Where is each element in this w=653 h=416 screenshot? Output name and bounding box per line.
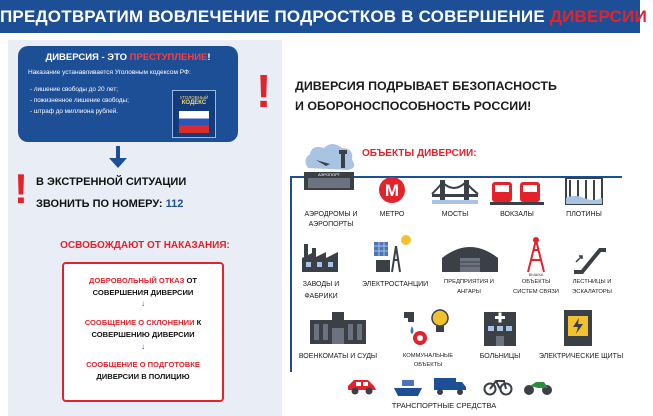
airport-icon: [298, 140, 360, 198]
law-title: [28, 52, 228, 63]
airport-sign: АЭРОПОРТ: [317, 172, 341, 177]
metro-icon: [378, 176, 406, 204]
label-stairs-l1: ЛЕСТНИЦЫ И: [572, 279, 612, 285]
label-panels: ЭЛЕКТРИЧЕСКИЕ ЩИТЫ: [538, 353, 624, 360]
header-title-accent: ДИВЕРСИИ: [549, 7, 647, 26]
main-title-line2: И ОБОРОНОСПОСОБНОСТЬ РОССИИ!: [295, 99, 532, 113]
label-utility-l1: КОММУНАЛЬНЫЕ: [402, 353, 454, 359]
label-stairs-l2: ЭСКАЛАТОРЫ: [572, 289, 612, 295]
law-title-accent: ПРЕСТУПЛЕНИЕ: [129, 52, 208, 63]
header-title-end: !: [647, 7, 653, 26]
main-title: [295, 76, 625, 116]
label-enterprises-l2: АНГАРЫ: [457, 289, 481, 295]
book-line2: КОДЕКС: [181, 100, 207, 106]
exclamation-icon: !: [256, 65, 272, 117]
metro-letter: М: [384, 181, 400, 200]
main-title-line1: ДИВЕРСИЯ ПОДРЫВАЕТ БЕЗОПАСНОСТЬ: [295, 79, 557, 93]
tower-sign: ВЫШКА: [528, 272, 544, 277]
exemption-box: [62, 262, 224, 402]
radio-tower-icon: [520, 236, 552, 276]
exemption-item3-key: СООБЩЕНИЕ О ПОДГОТОВКЕ: [86, 360, 200, 369]
factory-icon: [300, 240, 340, 274]
exemption-item2-l2: СОВЕРШЕНИЮ ДИВЕРСИИ: [91, 330, 195, 339]
exclamation-icon: !: [14, 165, 28, 212]
label-military: ВОЕНКОМАТЫ И СУДЫ: [298, 353, 378, 360]
objects-title: ОБЪЕКТЫ ДИВЕРСИИ:: [362, 148, 477, 159]
label-factories-l1: ЗАВОДЫ И: [302, 281, 340, 288]
law-intro: Наказание устанавливается Уголовным кодексом РФ:: [28, 69, 191, 76]
dam-icon: [564, 176, 604, 206]
escalator-icon: [572, 240, 608, 274]
exemption-item1-key: ДОБРОВОЛЬНЫЙ ОТКАЗ: [88, 276, 185, 285]
exemption-item3-l2: ДИВЕРСИИ В ПОЛИЦИЮ: [96, 372, 190, 381]
header-title: ПРЕДОТВРАТИМ ВОВЛЕЧЕНИЕ ПОДРОСТКОВ В СОВЕРШЕНИЕ: [0, 7, 550, 26]
exemption-item1-l2: СОВЕРШЕНИЯ ДИВЕРСИИ: [92, 288, 194, 297]
hospital-icon: [480, 308, 520, 348]
law-title-main: ДИВЕРСИЯ - ЭТО: [45, 52, 130, 63]
label-factories-l2: ФАБРИКИ: [304, 293, 338, 300]
court-building-icon: [306, 310, 370, 346]
label-enterprises-l1: ПРЕДПРИЯТИЯ И: [444, 279, 494, 285]
exemption-item3-l1: [64, 360, 222, 369]
ship-icon: [392, 378, 424, 398]
emergency-number: 112: [165, 198, 184, 210]
label-dams: ПЛОТИНЫ: [566, 211, 602, 218]
power-plant-icon: [372, 232, 414, 274]
exemption-arrow-icon: ↓: [141, 299, 145, 308]
hangar-icon: [440, 240, 500, 274]
down-arrow-head-icon: [109, 158, 127, 168]
penalty-item: - лишение свободы до 20 лет;: [30, 86, 118, 93]
law-box: [18, 46, 238, 142]
label-hospitals: БОЛЬНИЦЫ: [479, 353, 521, 360]
train-station-icon: [490, 180, 544, 206]
exemption-item1-rest: ОТ: [184, 276, 197, 285]
law-title-end: !: [207, 52, 211, 63]
motorcycle-icon: [522, 376, 554, 396]
exemption-item2-key: СООБЩЕНИЕ О СКЛОНЕНИИ: [84, 318, 195, 327]
label-metro: МЕТРО: [379, 211, 405, 218]
label-comm-l1: ОБЪЕКТЫ: [521, 279, 551, 285]
criminal-code-book-icon: [172, 90, 216, 138]
label-comm-l2: СИСТЕМ СВЯЗИ: [513, 289, 559, 295]
bicycle-icon: [482, 376, 514, 396]
exemption-title: ОСВОБОЖДАЮТ ОТ НАКАЗАНИЯ:: [60, 240, 230, 251]
truck-icon: [432, 376, 468, 396]
exemption-arrow-icon: ↓: [141, 342, 145, 351]
label-utility-l2: ОБЪЕКТЫ: [413, 362, 443, 368]
emergency-call-label: ЗВОНИТЬ ПО НОМЕРУ:: [36, 198, 166, 210]
penalty-item: - штраф до миллиона рублей.: [30, 108, 119, 115]
book-line1: УГОЛОВНЫЙ: [179, 95, 209, 100]
exemption-item2-l1: [64, 318, 222, 327]
label-airports: АЭРОДРОМЫ И АЭРОПОРТЫ: [304, 211, 358, 228]
header-banner: [0, 0, 653, 33]
car-icon: [346, 376, 378, 396]
divider-vertical: [290, 176, 292, 372]
penalty-item: - пожизненное лишение свободы;: [30, 97, 129, 104]
electric-panel-icon: [562, 308, 594, 348]
utility-icon: [400, 304, 456, 348]
exemption-item1-l1: [64, 276, 222, 285]
exemption-item2-rest: К: [194, 318, 202, 327]
label-transport: ТРАНСПОРТНЫЕ СРЕДСТВА: [391, 401, 497, 410]
penalty-list: [30, 84, 129, 117]
emergency-line2: [36, 198, 183, 210]
label-stations: ВОКЗАЛЫ: [500, 211, 534, 218]
emergency-line1: В ЭКСТРЕННОЙ СИТУАЦИИ: [36, 176, 187, 188]
label-bridges: МОСТЫ: [441, 211, 469, 218]
label-power: ЭЛЕКТРОСТАНЦИИ: [362, 281, 429, 288]
bridge-icon: [432, 178, 478, 206]
